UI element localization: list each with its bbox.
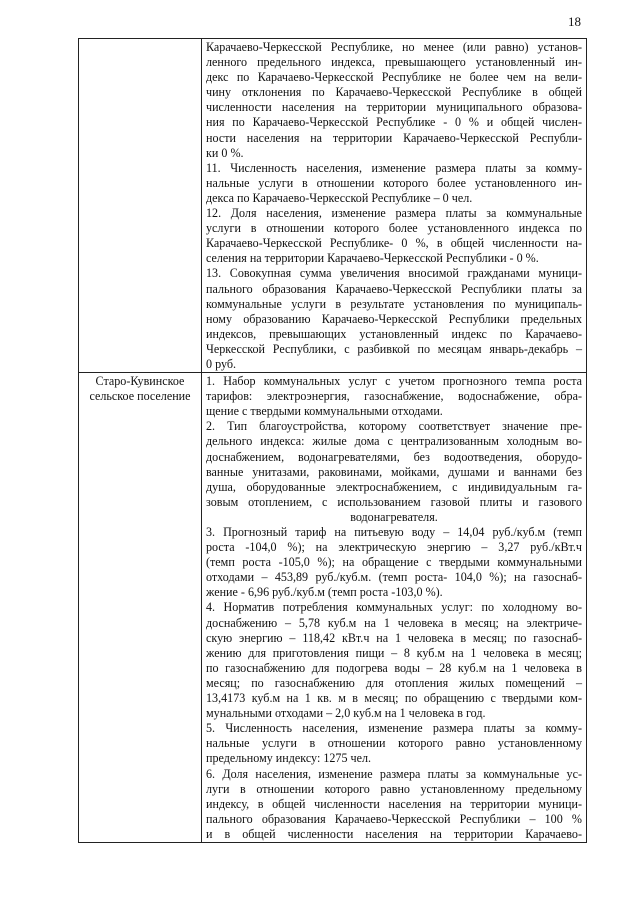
page-number: 18 bbox=[568, 14, 581, 29]
text-line: 0 руб. bbox=[206, 356, 237, 371]
text-line: жение - 6,96 руб./куб.м (темп роста -103,0 %). bbox=[206, 585, 443, 600]
text-line: водонагревателя. bbox=[350, 509, 438, 524]
text-line: 1. Набор коммунальных услуг с учетом прогнозного темпа роста bbox=[206, 374, 582, 389]
indicators-text bbox=[202, 39, 586, 372]
text-line: дельного индекса: жилые дома с централизованным холодным во- bbox=[206, 434, 582, 449]
text-line: 6. Доля населения, изменение размера платы за коммунальные ус- bbox=[206, 766, 582, 781]
text-line: Карачаево-Черкесской Республике- 0 %, в общей численности на- bbox=[206, 236, 582, 251]
text-line: 12. Доля населения, изменение размера платы за коммунальные bbox=[206, 206, 582, 221]
text-line: скую энергию – 118,42 кВт.ч на 1 человека в месяц; по газоснаб- bbox=[206, 630, 582, 645]
text-line: Черкесской Республики, с разбивкой по месяцам январь-декабрь – bbox=[206, 341, 582, 356]
text-line: и в общей численности населения на территории Карачаево- bbox=[206, 826, 582, 841]
text-line: 2. Тип благоустройства, которому соответствует значение пре- bbox=[206, 419, 582, 434]
text-line: пального образования Карачаево-Черкесской Республики – 100 % bbox=[206, 811, 582, 826]
text-line: зовым отоплением, с использованием газовой плиты и газового bbox=[206, 494, 582, 509]
text-line: душа, оборудованные электроснабжением, с индивидуальным га- bbox=[206, 479, 582, 494]
text-line: селения на территории Карачаево-Черкесской Республики - 0 %. bbox=[206, 251, 539, 266]
text-line: нальные услуги в отношении которого равно установленному bbox=[206, 736, 582, 751]
text-line: ленного предельного индекса, превышающего установленный ин- bbox=[206, 55, 582, 70]
text-line: индексов, превышающих установленный индекс по Карачаево- bbox=[206, 326, 582, 341]
municipality-cell-empty bbox=[79, 39, 202, 373]
text-line: доснабжению – 5,78 куб.м на 1 человека в месяц; на электриче- bbox=[206, 615, 582, 630]
text-line: ки 0 %. bbox=[206, 145, 244, 160]
text-line: 13,4173 куб.м на 1 кв. м в месяц; по обращению с твердыми ком- bbox=[206, 691, 582, 706]
text-line: 13. Совокупная сумма увеличения вносимой гражданами муници- bbox=[206, 266, 582, 281]
text-line: тарифов: электроэнергия, газоснабжение, водоснабжение, обра- bbox=[206, 389, 582, 404]
text-line: щение с твердыми коммунальными отходами. bbox=[206, 404, 443, 419]
text-line: ния по Карачаево-Черкесской Республике - 0 % и общей числен- bbox=[206, 115, 582, 130]
indicators-cell bbox=[202, 373, 587, 843]
text-line: чину отклонения по Карачаево-Черкесской Республике в общей bbox=[206, 85, 582, 100]
text-line: коммунальные услуги в результате установления по муниципаль- bbox=[206, 296, 582, 311]
text-line: 4. Норматив потребления коммунальных услуг: по холодному во- bbox=[206, 600, 582, 615]
indicators-text bbox=[202, 373, 586, 842]
text-line: по газоснабжению для подогрева воды – 28 куб.м на 1 человека в bbox=[206, 660, 582, 675]
text-line: индексу, в общей численности населения на территории муници- bbox=[206, 796, 582, 811]
text-line: численности населения на территории муниципального образова- bbox=[206, 100, 582, 115]
text-line: 5. Численность населения, изменение размера платы за комму- bbox=[206, 721, 582, 736]
municipal-index-table bbox=[78, 38, 587, 843]
text-line: декса по Карачаево-Черкесской Республике – 0 чел. bbox=[206, 190, 473, 205]
text-line: декс по Карачаево-Черкесской Республике не более чем на вели- bbox=[206, 70, 582, 85]
text-line: пального образования Карачаево-Черкесской Республики платы за bbox=[206, 281, 582, 296]
text-line: 3. Прогнозный тариф на питьевую воду – 14,04 руб./куб.м (темп bbox=[206, 525, 582, 539]
text-line: нальные услуги в отношении которого более установленного ин- bbox=[206, 175, 582, 190]
text-line: месяц; по газоснабжению для отопления жилых помещений – bbox=[206, 675, 582, 690]
text-line: ности населения на территории Карачаево-Черкесской Республи- bbox=[206, 130, 582, 145]
text-line: отходами – 453,89 руб./куб.м. (темп роста- 104,0 %); на газоснаб- bbox=[206, 570, 582, 585]
municipality-name bbox=[79, 373, 201, 404]
text-line: мунальными отходами – 2,0 куб.м на 1 человека в год. bbox=[206, 706, 486, 721]
text-line: предельному индексу: 1275 чел. bbox=[206, 751, 372, 766]
municipality-name-line: Старо-Кувинское bbox=[95, 374, 185, 389]
text-line: жению для приготовления пищи – 8 куб.м на 1 человека в месяц; bbox=[206, 645, 582, 660]
table-row-continuation bbox=[79, 39, 587, 373]
text-line: луги в отношении которого равно установленному предельному bbox=[206, 781, 582, 796]
text-line: 11. Численность населения, изменение размера платы за комму- bbox=[206, 160, 582, 175]
text-line: ванные унитазами, раковинами, мойками, душами и ваннами без bbox=[206, 464, 582, 479]
text-line: ному образованию Карачаево-Черкесской Республики предельных bbox=[206, 311, 582, 326]
text-line: доснабжением, водонагревателями, без водоотведения, оборудо- bbox=[206, 449, 582, 464]
indicators-cell bbox=[202, 39, 587, 373]
municipality-cell bbox=[79, 373, 202, 843]
text-line: (темп роста -105,0 %); на обращение с твердыми коммунальными bbox=[206, 555, 582, 570]
table-row-staro-kuvinskoe bbox=[79, 373, 587, 843]
text-line: услуги в отношении которого более установленного индекса по bbox=[206, 221, 582, 236]
municipality-name-line: сельское поселение bbox=[89, 389, 191, 404]
text-line: Карачаево-Черкесской Республике, но менее (или равно) установ- bbox=[206, 40, 582, 54]
text-line: роста -104,0 %); на электрическую энергию – 3,27 руб./кВт.ч bbox=[206, 540, 582, 555]
